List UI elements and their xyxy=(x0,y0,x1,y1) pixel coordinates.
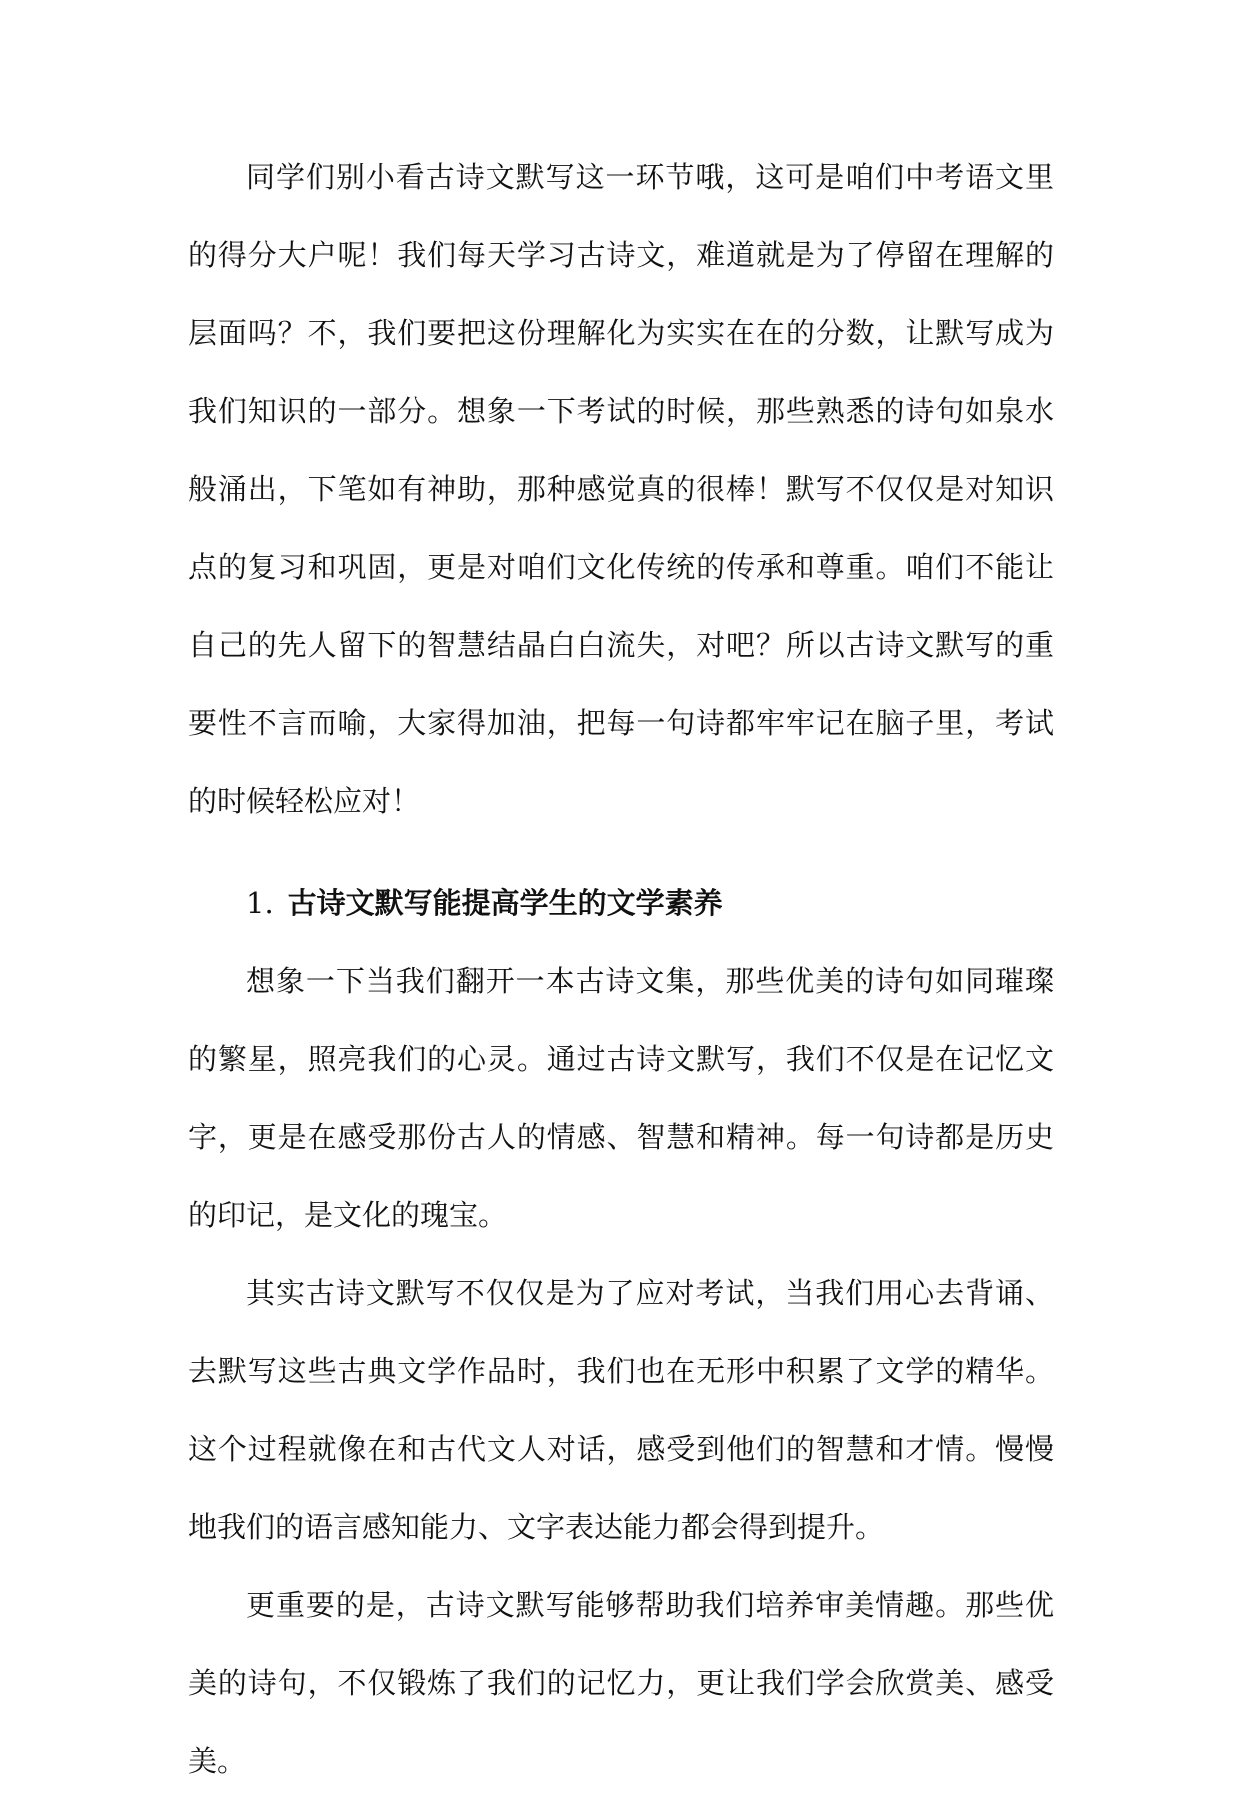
section-title: 古诗文默写能提高学生的文学素养 xyxy=(287,886,723,920)
document-page xyxy=(188,138,1054,1800)
section-paragraph-1: 想象一下当我们翻开一本古诗文集，那些优美的诗句如同璀璨的繁星，照亮我们的心灵。通过古诗文默写，我们不仅是在记忆文字，更是在感受那份古人的情感、智慧和精神。每一句诗都是历史的印记，是文化的瑰宝。 xyxy=(188,964,1054,1232)
section-paragraph-3: 更重要的是，古诗文默写能够帮助我们培养审美情趣。那些优美的诗句，不仅锻炼了我们的记忆力，更让我们学会欣赏美、感受美。 xyxy=(188,1588,1054,1778)
section-paragraph-2: 其实古诗文默写不仅仅是为了应对考试，当我们用心去背诵、去默写这些古典文学作品时，我们也在无形中积累了文学的精华。这个过程就像在和古代文人对话，感受到他们的智慧和才情。慢慢地我们的语言感知能力、文字表达能力都会得到提升。 xyxy=(188,1276,1054,1544)
section-number: 1. xyxy=(246,886,274,920)
section-heading xyxy=(188,864,1054,942)
intro-paragraph: 同学们别小看古诗文默写这一环节哦，这可是咱们中考语文里的得分大户呢！我们每天学习古诗文，难道就是为了停留在理解的层面吗？不，我们要把这份理解化为实实在在的分数，让默写成为我们知识的一部分。想象一下考试的时候，那些熟悉的诗句如泉水般涌出，下笔如有神助，那种感觉真的很棒！默写不仅仅是对知识点的复习和巩固，更是对咱们文化传统的传承和尊重。咱们不能让自己的先人留下的智慧结晶白白流失，对吧？所以古诗文默写的重要性不言而喻，大家得加油，把每一句诗都牢牢记在脑子里，考试的时候轻松应对！ xyxy=(188,160,1054,818)
